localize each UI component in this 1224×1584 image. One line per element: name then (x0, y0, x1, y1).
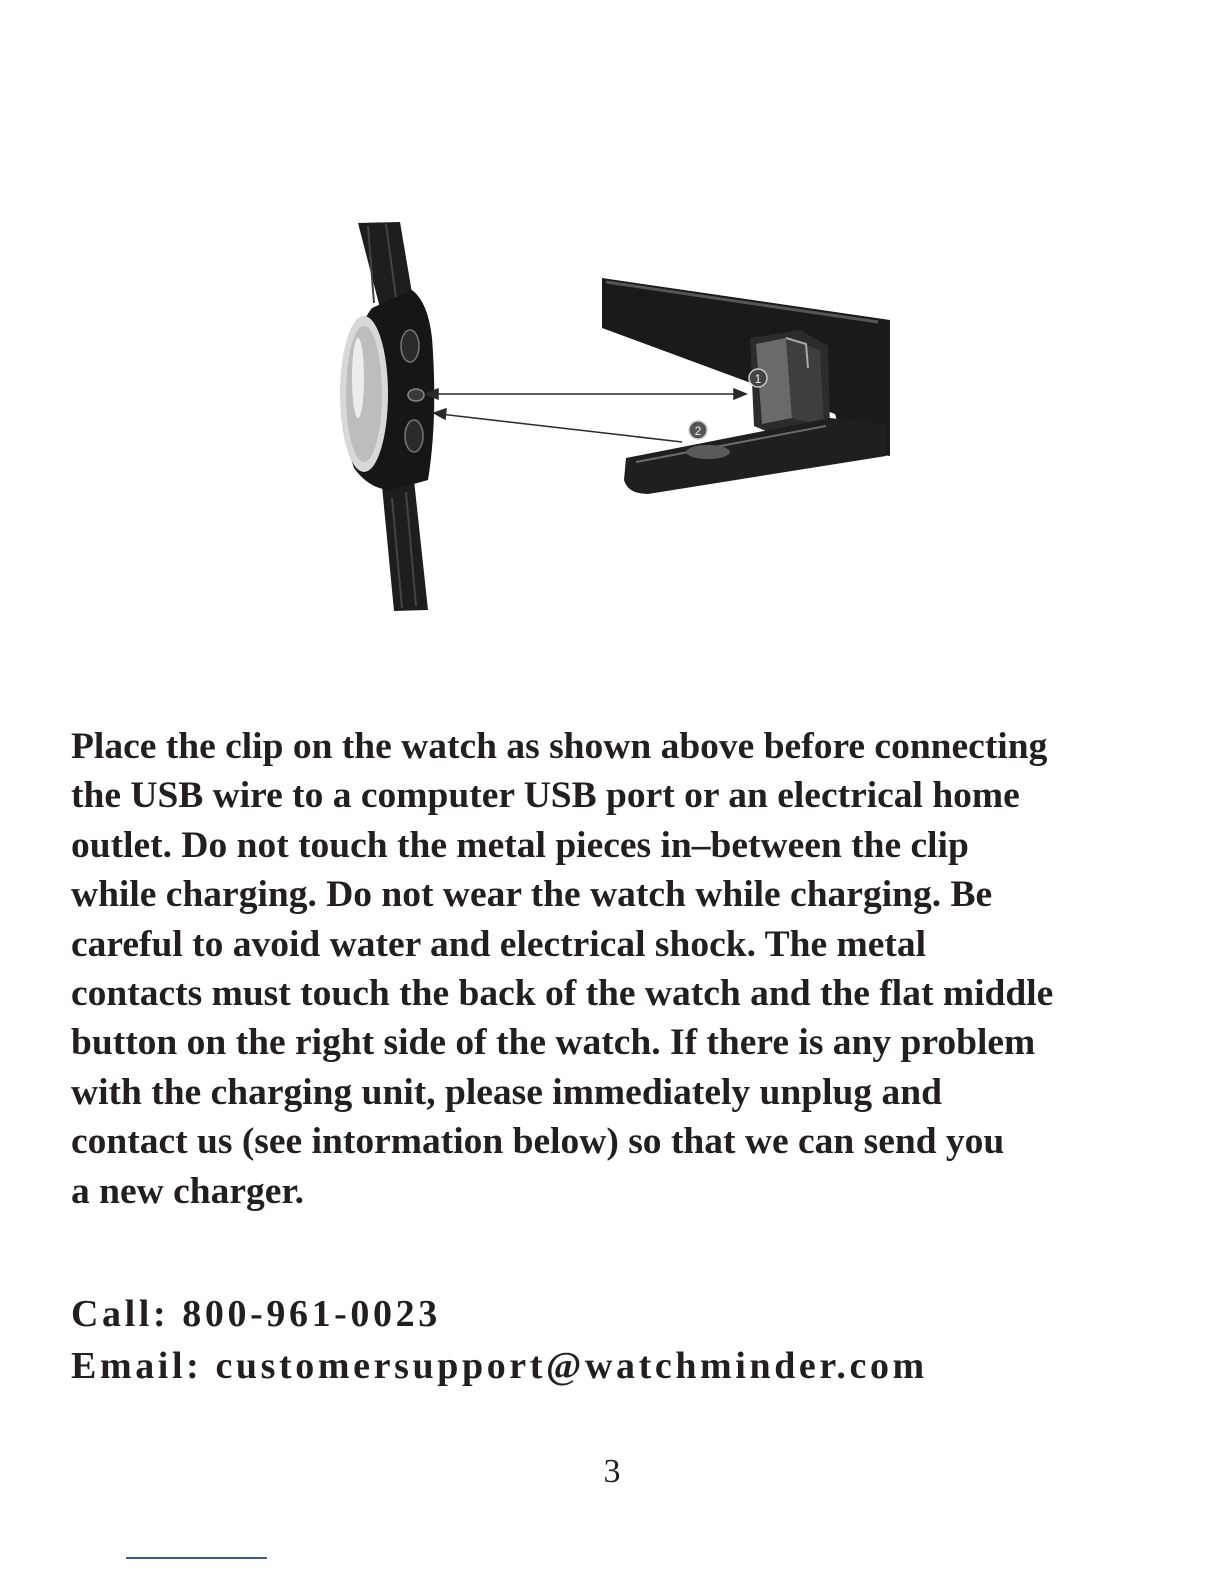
instruction-line: contacts must touch the back of the watch and the flat middle (71, 973, 1054, 1015)
callout-1-label: 1 (754, 372, 762, 386)
instruction-line: contact us (see intormation below) so that we can send you (71, 1121, 1005, 1163)
email-address: Email: customersupport@watchminder.com (71, 1345, 928, 1387)
instruction-line: a new charger. (71, 1170, 304, 1212)
instruction-line: outlet. Do not touch the metal pieces in–between the clip (71, 824, 969, 866)
instruction-line: with the charging unit, please immediately unplug and (71, 1071, 942, 1113)
lower-button (405, 420, 423, 452)
instruction-line: careful to avoid water and electrical shock. The metal (71, 923, 927, 965)
instruction-line: Place the clip on the watch as shown above before connecting (71, 726, 1048, 767)
callout-2-label: 2 (694, 424, 702, 438)
contact-info (71, 1288, 1171, 1392)
middle-flat-button (408, 389, 424, 401)
instruction-line: while charging. Do not wear the watch while charging. Be (71, 874, 993, 916)
instruction-line: button on the right side of the watch. If there is any problem (71, 1022, 1036, 1064)
watch (340, 222, 434, 611)
upper-button (401, 330, 419, 362)
charging-clip (602, 278, 890, 494)
page-number: 3 (603, 1453, 621, 1490)
charging-instructions (71, 722, 1171, 1216)
footer-divider (126, 1557, 267, 1559)
watch-charger-illustration (330, 218, 894, 618)
instruction-line: the USB wire to a computer USB port or an electrical home (71, 775, 1020, 817)
phone-number: Call: 800-961-0023 (71, 1293, 441, 1335)
